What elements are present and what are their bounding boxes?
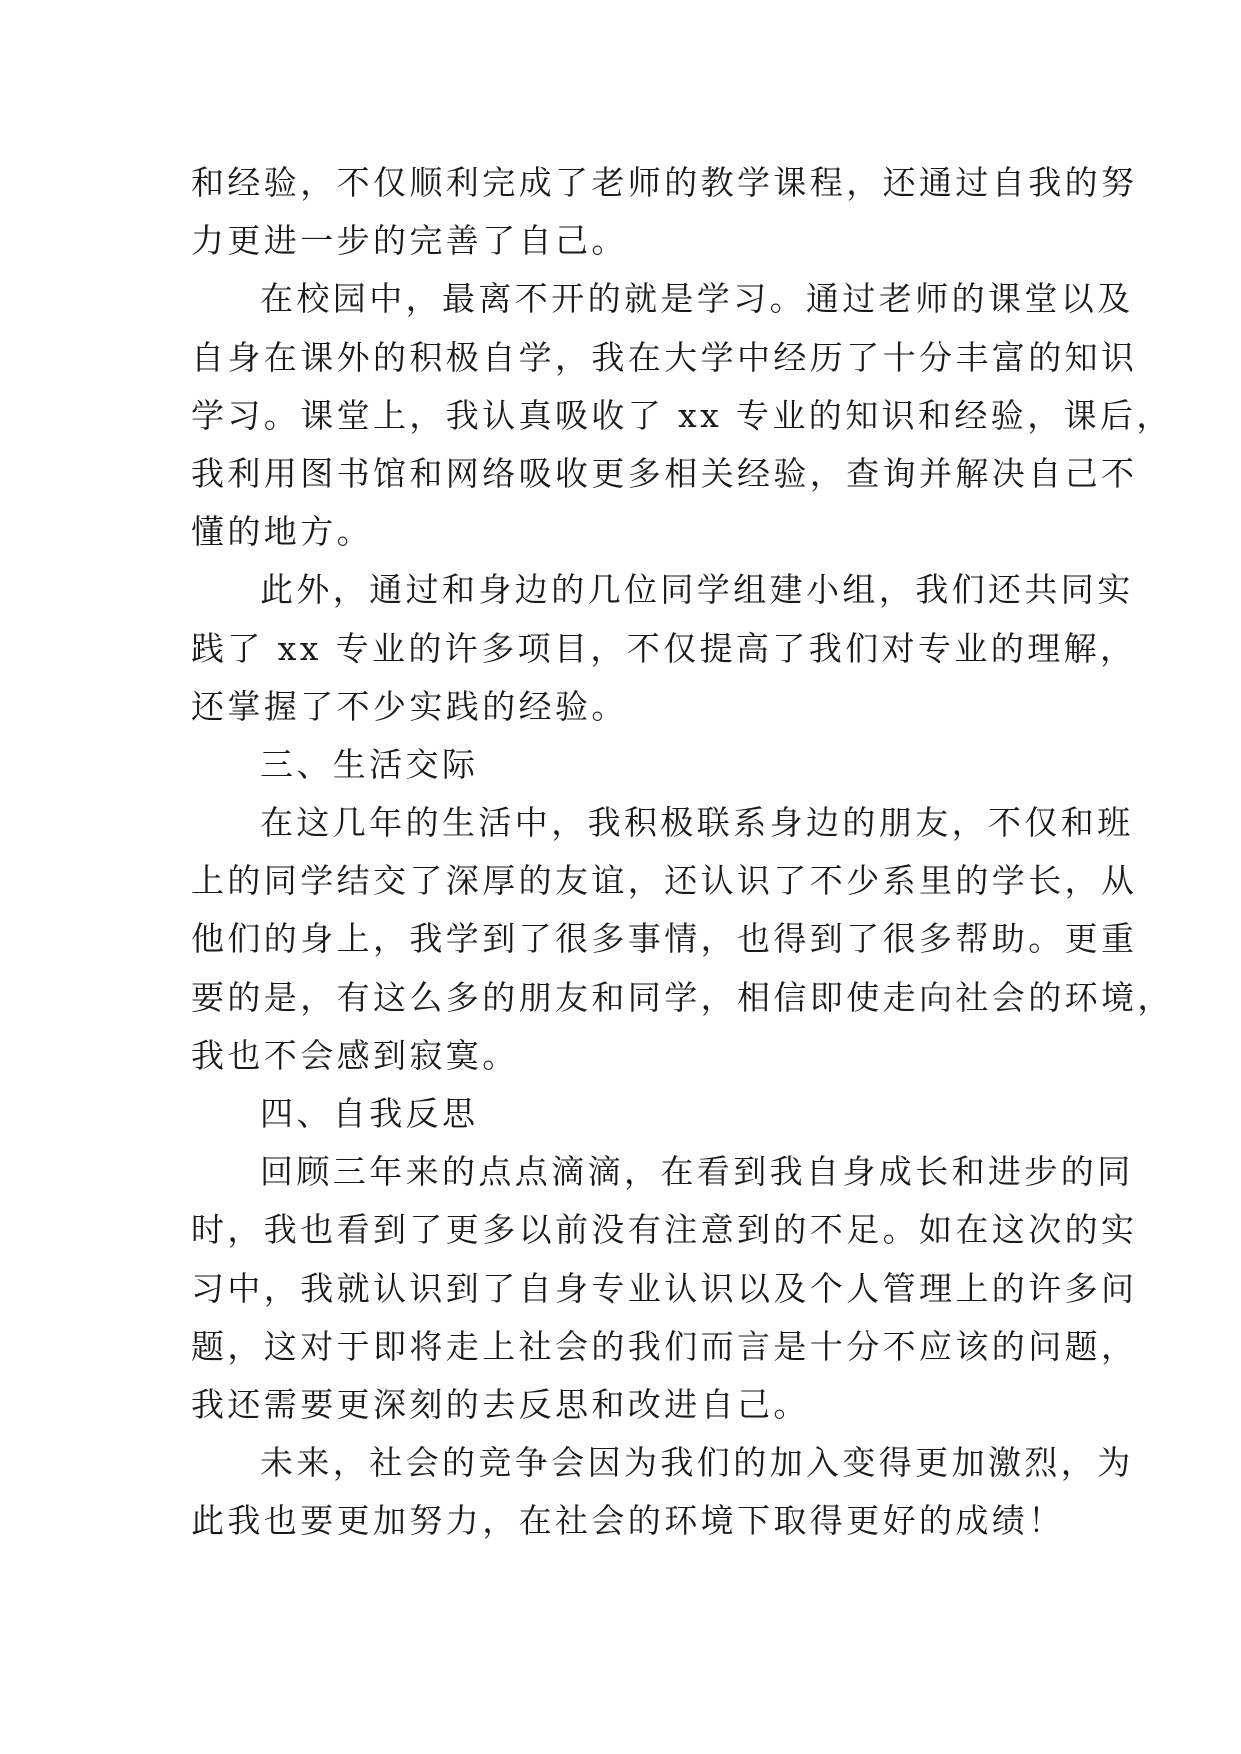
text-line: 自身在课外的积极自学，我在大学中经历了十分丰富的知识 <box>191 337 1138 377</box>
text-line: 在这几年的生活中，我积极联系身边的朋友，不仅和班 <box>260 803 1134 843</box>
text-line: 我利用图书馆和网络吸收更多相关经验，查询并解决自己不 <box>191 453 1138 493</box>
text-line: 他们的身上，我学到了很多事情，也得到了很多帮助。更重 <box>191 919 1138 959</box>
text-line: 回顾三年来的点点滴滴，在看到我自身成长和进步的同 <box>260 1152 1134 1192</box>
text-line: 此我也要更加努力，在社会的环境下取得更好的成绩！ <box>191 1501 1065 1541</box>
text-line: 三、生活交际 <box>260 744 479 784</box>
text-line: 力更进一步的完善了自己。 <box>191 221 628 261</box>
text-line: 此外，通过和身边的几位同学组建小组，我们还共同实 <box>260 570 1134 610</box>
text-line: 四、自我反思 <box>260 1094 479 1133</box>
text-line: 践了 xx 专业的许多项目，不仅提高了我们对专业的理解， <box>191 628 1137 668</box>
text-line: 习中，我就认识到了自身专业认识以及个人管理上的许多问 <box>191 1268 1138 1308</box>
text-line: 上的同学结交了深厚的友谊，还认识了不少系里的学长，从 <box>191 861 1138 901</box>
text-line: 题，这对于即将走上社会的我们而言是十分不应该的问题， <box>191 1326 1138 1366</box>
text-line: 要的是，有这么多的朋友和同学，相信即使走向社会的环境， <box>191 977 1174 1017</box>
text-line: 懂的地方。 <box>191 512 373 552</box>
text-line: 我还需要更深刻的去反思和改进自己。 <box>191 1384 810 1424</box>
body-text <box>191 154 1174 1551</box>
text-line: 在校园中，最离不开的就是学习。通过老师的课堂以及 <box>260 279 1134 319</box>
text-line: 未来，社会的竞争会因为我们的加入变得更加激烈，为 <box>260 1443 1134 1483</box>
text-line: 还掌握了不少实践的经验。 <box>191 686 628 726</box>
text-line: 学习。课堂上，我认真吸收了 xx 专业的知识和经验，课后， <box>191 395 1173 435</box>
text-line: 时，我也看到了更多以前没有注意到的不足。如在这次的实 <box>191 1210 1138 1250</box>
text-line: 和经验，不仅顺利完成了老师的教学课程，还通过自我的努 <box>191 163 1138 202</box>
text-line: 我也不会感到寂寞。 <box>191 1035 519 1075</box>
